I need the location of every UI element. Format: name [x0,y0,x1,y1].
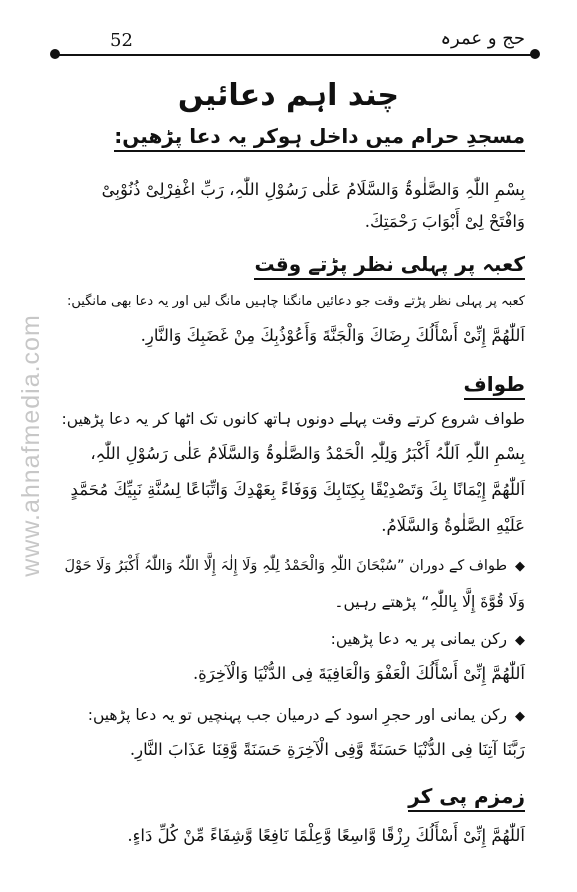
bullet-hajar-aswad [88,706,525,724]
dua-line: اَللّٰهُمَّ إِيْمَانًا بِكَ وَتَصْدِيْقًا بِكِتَابِكَ وَوَفَاءً بِعَهْدِكَ وَاتِّبَاعًا لِسُنَّةِ نَبِيِّكَ مُحَمَّدٍ [70,480,525,499]
watermark-text: www.ahnafmedia.com [16,313,45,577]
dua-line: بِسْمِ اللّٰہِ اَللّٰہُ أَکْبَرُ وَلِلّٰہِ الْحَمْدُ وَالصَّلٰوۃُ وَالسَّلَامُ عَلٰی رَسُوْلِ اللّٰہِ، [90,444,525,463]
watermark [6,300,56,590]
header-rule-dot-left [50,49,60,59]
running-title: حج و عمرہ [440,28,525,49]
bullet-diamond-icon: ◆ [515,709,525,724]
dua-line: رَبَّنَا آتِنَا فِی الدُّنْيَا حَسَنَةً وَّفِی الْآخِرَةِ حَسَنَةً وَّقِنَا عَذَابَ النَّارِ. [129,740,525,759]
bullet-text: رکن یمانی پر یہ دعا پڑھیں: [330,630,507,648]
section-heading-haram: مسجدِ حرام میں داخل ہوکر یہ دعا پڑھیں: [114,124,525,152]
page-header [55,30,535,60]
bullet-tasbih [65,558,525,574]
instruction-text: کعبہ پر پہلی نظر پڑتے وقت جو دعائیں مانگنا چاہیں مانگ لیں اور یہ دعا بھی مانگیں: [67,294,525,309]
dua-line: وَافْتَحْ لِیْ أَبْوَابَ رَحْمَتِكَ. [364,212,525,231]
bullet-diamond-icon: ◆ [515,559,525,574]
dua-line: بِسْمِ اللّٰہِ وَالصَّلٰوۃُ وَالسَّلَامُ عَلٰی رَسُوْلِ اللّٰہِ، رَبِّ اغْفِرْلِیْ ذُنُوْبِیْ [101,180,525,199]
section-heading-tawaf: طواف [464,372,525,400]
section-heading-zamzam: زمزم پی کر [408,784,525,812]
page-number: 52 [110,30,133,51]
instruction-text: طواف شروع کرتے وقت پہلے دونوں ہاتھ کانوں تک اٹھا کر یہ دعا پڑھیں: [61,410,525,428]
bullet-text-continued: وَلَا قُوَّةَ إِلَّا بِاللّٰہِ“ پڑھتے رہیں۔ [334,593,525,611]
dua-line: اَللّٰهُمَّ إِنِّیْ أَسْأَلُكَ رِضَاكَ وَالْجَنَّةَ وَأَعُوْذُبِكَ مِنْ غَضَبِكَ وَالنَّارِ. [140,326,525,345]
bullet-text: رکن یمانی اور حجرِ اسود کے درمیان جب پہنچیں تو یہ دعا پڑھیں: [87,706,507,724]
dua-line: اَللّٰهُمَّ إِنِّیْ أَسْأَلُكَ رِزْقًا وَّاسِعًا وَّعِلْمًا نَافِعًا وَّشِفَاءً مِّنْ كُلِّ دَاءٍ. [127,826,525,845]
header-rule-dot-right [530,49,540,59]
header-rule [55,54,535,56]
section-heading-kaaba: کعبہ پر پہلی نظر پڑتے وقت [254,252,525,280]
dua-line: عَلَيْهِ الصَّلٰوةُ وَالسَّلَامُ. [381,516,525,535]
bullet-rukn-yamani [331,630,525,648]
bullet-text: طواف کے دوران ”سُبْحَانَ اللّٰہِ وَالْحَمْدُ لِلّٰہِ وَلَا إِلٰہَ إِلَّا اللّٰہُ وَاللّٰہُ أَکْبَرُ وَلَا حَوْلَ [64,558,507,574]
page-title: چند اہم دعائیں [177,78,400,113]
dua-line: اَللّٰهُمَّ إِنِّیْ أَسْأَلُكَ الْعَفْوَ وَالْعَافِيَةَ فِی الدُّنْيَا وَالْآخِرَةِ. [192,664,525,683]
bullet-diamond-icon: ◆ [515,633,525,648]
